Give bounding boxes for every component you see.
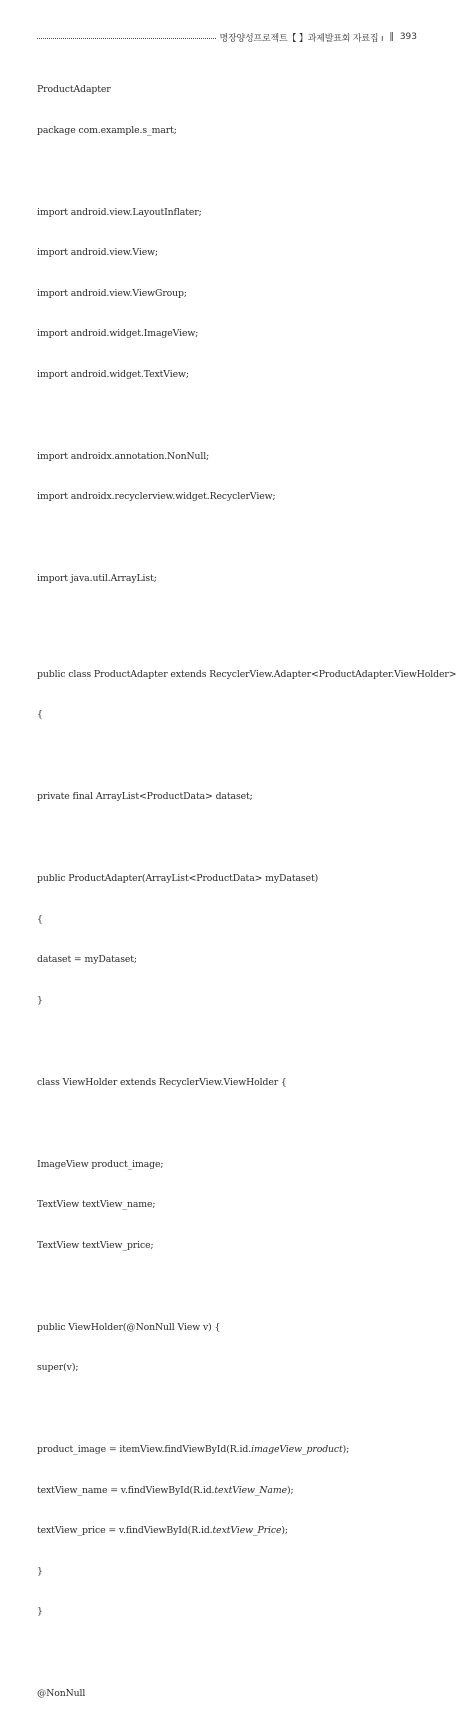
code-viewholder-declaration: class ViewHolder extends RecyclerView.ViewHolder { [37,1076,287,1088]
code-text: textView_price = v.findViewById(R.id. [37,1525,213,1536]
blank-line [37,1646,432,1661]
code-viewholder-constructor: public ViewHolder(@NonNull View v) { [37,1321,221,1333]
code-class-label: ProductAdapter [37,84,111,95]
blank-line [37,1116,432,1131]
code-viewholder-field: ImageView product_image; [37,1158,164,1170]
code-open-brace: { [37,709,43,720]
code-constructor-declaration: public ProductAdapter(ArrayList<ProductData> myDataset) [37,873,319,884]
code-import-line: import androidx.annotation.NonNull; [37,450,210,462]
blank-line [37,831,432,846]
blank-line [37,1279,432,1294]
code-import-line: import android.view.View; [37,247,159,258]
blank-line [37,1034,432,1049]
code-text: ); [281,1525,288,1536]
code-open-brace: { [37,913,43,925]
blank-line [37,164,432,179]
code-constructor-body: dataset = myDataset; [37,954,137,965]
code-close-brace: } [37,994,43,1006]
blank-line [37,531,432,546]
code-resource-id: textView_Name [214,1484,287,1496]
code-import-line: import android.view.ViewGroup; [37,287,187,299]
blank-line [37,1402,432,1417]
blank-line [37,749,432,764]
code-import-line: import android.widget.ImageView; [37,328,199,339]
code-text: textView_name = v.findViewById(R.id. [37,1484,215,1496]
code-listing [37,56,456,1714]
code-package-line: package com.example.s_mart; [37,124,177,136]
code-close-brace: } [37,1606,43,1617]
code-find-view-line [37,1524,432,1538]
code-import-line: import java.util.ArrayList; [37,573,157,584]
code-import-line: import android.view.LayoutInflater; [37,206,202,218]
page-header [37,30,417,44]
code-viewholder-field: TextView textView_name; [37,1199,156,1210]
code-find-view-line [37,1484,432,1498]
page-number: 393 [399,32,417,42]
header-dotted-leader [37,38,216,39]
code-find-view-line [37,1443,432,1457]
code-import-line: import androidx.recyclerview.widget.RecyclerView; [37,491,276,502]
code-viewholder-field: TextView textView_price; [37,1239,154,1251]
code-annotation: @NonNull [37,1688,86,1699]
code-text: ); [286,1484,294,1496]
code-resource-id: textView_Price [212,1525,282,1536]
header-title: 명장양성프로젝트【 】과제발표회 자료집 ı [219,33,384,44]
code-resource-id: imageView_product [251,1444,343,1455]
code-import-line: import android.widget.TextView; [37,368,189,380]
code-class-declaration: public class ProductAdapter extends RecyclerView.Adapter<ProductAdapter.ViewHolder> [37,668,456,680]
code-text: product_image = itemView.findViewById(R.id. [37,1444,252,1455]
blank-line [37,613,432,641]
header-separator: ‖ [389,32,394,42]
code-text: ); [342,1444,350,1455]
code-field-declaration: private final ArrayList<ProductData> dataset; [37,791,253,802]
code-super-call: super(v); [37,1362,79,1373]
code-close-brace: } [37,1565,43,1577]
blank-line [37,408,432,423]
